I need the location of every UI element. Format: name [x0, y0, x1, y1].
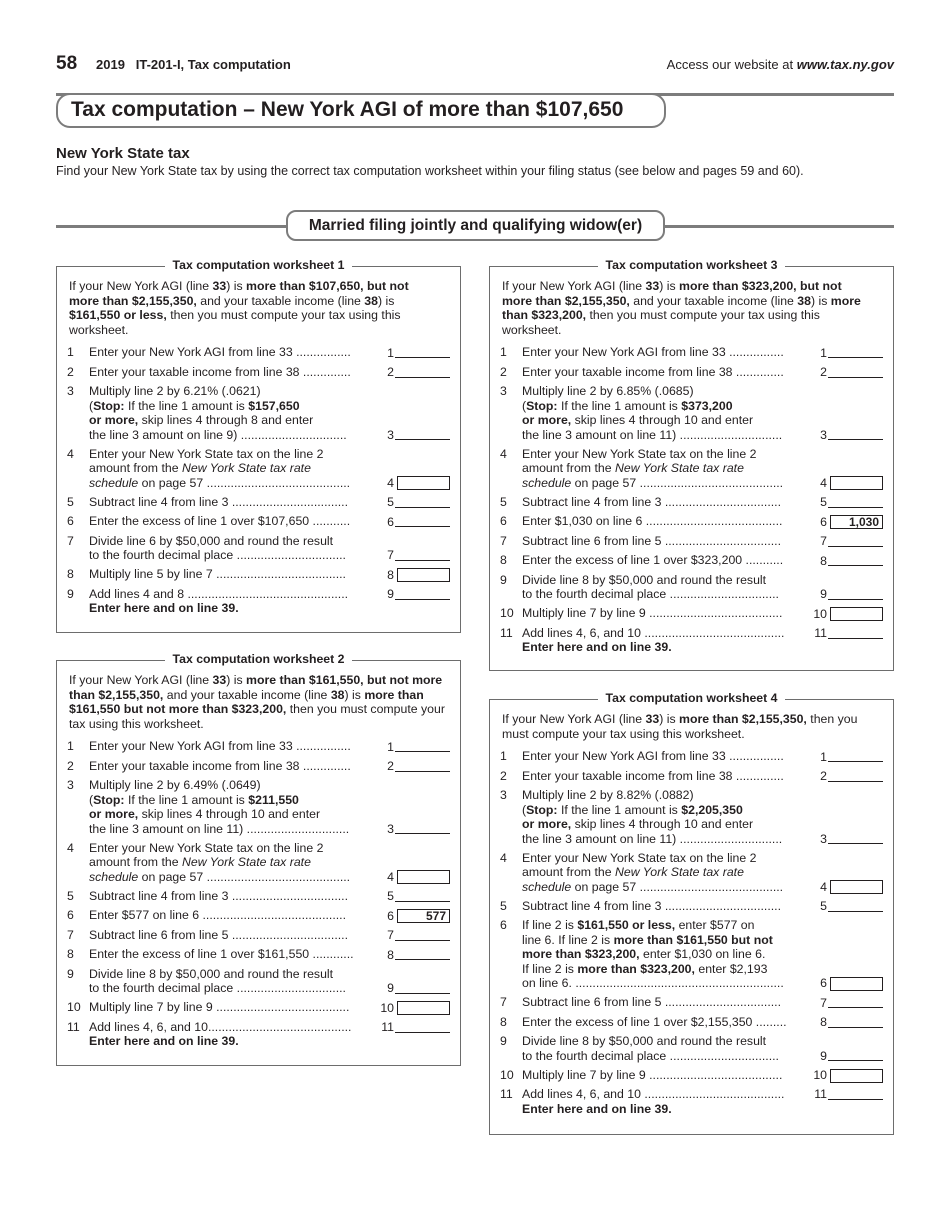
worksheet-line [490, 995, 893, 1010]
amount-box[interactable] [397, 476, 450, 490]
line-number: 2 [500, 768, 507, 783]
amount-box[interactable] [830, 476, 883, 490]
line-text: Divide line 8 by $50,000 and round the result to the fourth decimal place ................................ [522, 572, 779, 601]
line-number: 3 [67, 384, 74, 398]
worksheet-line [57, 928, 460, 943]
worksheet-2 [56, 652, 461, 1066]
worksheet-line [490, 1034, 893, 1063]
line-reference: 11 [814, 625, 827, 640]
worksheet-line [490, 788, 893, 846]
worksheet-line [490, 749, 893, 764]
worksheet-line [490, 534, 893, 549]
worksheet-line [490, 495, 893, 510]
line-text: Add lines 4, 6, and 10.......................................... Enter here and on line 39. [89, 1019, 352, 1048]
amount-blank[interactable] [395, 550, 450, 561]
line-text: Add lines 4, 6, and 10 ......................................... Enter here and on line 39. [522, 625, 785, 654]
line-reference: 2 [820, 365, 827, 379]
line-reference: 4 [820, 475, 827, 490]
amount-box[interactable] [830, 880, 883, 894]
line-reference: 10 [813, 1068, 827, 1082]
amount-blank[interactable] [828, 589, 883, 600]
line-text: Enter your New York State tax on the line 2 amount from the New York State tax rate schedule on page 57 .......................................... [89, 446, 351, 490]
line-number: 8 [500, 1014, 507, 1029]
line-number: 7 [500, 533, 507, 548]
worksheet-line [490, 345, 893, 360]
worksheet-line [57, 739, 460, 754]
amount-box[interactable]: 1,030 [830, 515, 883, 529]
amount-blank[interactable] [395, 497, 450, 508]
line-number: 1 [67, 739, 74, 753]
worksheet-line [57, 384, 460, 442]
line-reference: 7 [387, 928, 394, 942]
line-number: 2 [67, 364, 74, 379]
amount-blank[interactable] [828, 555, 883, 566]
line-text: Enter your New York AGI from line 33 ................ [89, 345, 351, 359]
line-reference: 2 [387, 365, 394, 379]
worksheet-line [57, 495, 460, 510]
amount-blank[interactable] [395, 761, 450, 772]
page-title: Tax computation – New York AGI of more than $107,650 [56, 93, 666, 128]
worksheet-line [490, 1015, 893, 1030]
line-reference: 7 [820, 534, 827, 548]
line-text: Enter your New York State tax on the line 2 amount from the New York State tax rate schedule on page 57 .......................................... [89, 840, 351, 884]
worksheet-line [57, 889, 460, 904]
line-text: Divide line 8 by $50,000 and round the result to the fourth decimal place ................................ [89, 966, 346, 995]
line-reference: 6 [820, 976, 827, 990]
worksheet-line [57, 1020, 460, 1049]
line-reference: 9 [820, 1048, 827, 1063]
line-text: Enter your New York State tax on the line 2 amount from the New York State tax rate schedule on page 57 .......................................... [522, 850, 784, 894]
line-number: 7 [67, 927, 74, 942]
worksheet-2-intro: If your New York AGI (line 33) is more than $161,550, but not more than $2,155,350, and your taxable income (line 38) is more than $161,550 but not more than $323,200, then you must compute your tax using this worksheet. [69, 673, 445, 731]
amount-blank[interactable] [828, 771, 883, 782]
line-reference: 3 [387, 427, 394, 442]
line-reference: 4 [820, 879, 827, 894]
line-reference: 6 [387, 514, 394, 529]
worksheet-line [57, 947, 460, 962]
website-link[interactable]: www.tax.ny.gov [796, 57, 894, 72]
line-reference: 6 [820, 514, 827, 529]
line-text: Subtract line 6 from line 5 .................................. [522, 995, 782, 1009]
line-text: Enter the excess of line 1 over $107,650 ........... [89, 514, 351, 528]
line-number: 8 [67, 947, 74, 961]
line-reference: 10 [380, 1000, 394, 1015]
worksheet-4-title: Tax computation worksheet 4 [598, 691, 786, 705]
line-reference: 3 [820, 427, 827, 442]
line-number: 4 [67, 446, 74, 461]
amount-blank[interactable] [395, 347, 450, 358]
line-number: 1 [500, 749, 507, 763]
line-text: Subtract line 4 from line 3 .................................. [522, 898, 782, 913]
worksheet-line [57, 778, 460, 836]
line-text: Enter your taxable income from line 38 .............. [522, 364, 784, 379]
worksheet-2-lines [57, 739, 460, 1049]
filing-status-label: Married filing jointly and qualifying widow(er) [286, 210, 665, 241]
line-reference: 10 [813, 606, 827, 621]
amount-blank[interactable] [395, 516, 450, 527]
amount-box[interactable]: 577 [397, 909, 450, 923]
line-text: Add lines 4, 6, and 10 ......................................... Enter here and on line 39. [522, 1087, 785, 1116]
line-text: Subtract line 4 from line 3 .................................. [89, 888, 349, 903]
line-number: 7 [67, 533, 74, 548]
worksheet-line [490, 384, 893, 442]
amount-blank[interactable] [395, 823, 450, 834]
worksheet-line [490, 1087, 893, 1116]
amount-blank[interactable] [828, 1017, 883, 1028]
amount-blank[interactable] [395, 741, 450, 752]
line-reference: 1 [387, 739, 394, 754]
amount-blank[interactable] [395, 891, 450, 902]
worksheet-4 [489, 691, 894, 1135]
amount-box[interactable] [397, 870, 450, 884]
line-text: Multiply line 2 by 6.85% (.0685) (Stop: If the line 1 amount is $373,200 or more, skip lines 4 through 10 and enter the line 3 amount on line 11) .............................. [522, 384, 783, 442]
line-text: Multiply line 5 by line 7 ...................................... [89, 567, 346, 581]
line-reference: 7 [820, 995, 827, 1010]
line-number: 5 [67, 494, 74, 509]
amount-blank[interactable] [828, 901, 883, 912]
line-text: Enter your New York AGI from line 33 ................ [89, 739, 351, 753]
line-text: Divide line 8 by $50,000 and round the result to the fourth decimal place ................................ [522, 1034, 779, 1063]
worksheet-line [490, 626, 893, 655]
line-text: Enter $1,030 on line 6 ........................................ [522, 514, 783, 528]
worksheet-3-intro: If your New York AGI (line 33) is more than $323,200, but not more than $2,155,350, and your taxable income (line 38) is more than $323,200, then you must compute your tax using this worksheet. [502, 279, 861, 337]
line-number: 4 [500, 446, 507, 461]
line-text: Enter the excess of line 1 over $2,155,350 ......... [522, 1014, 787, 1029]
worksheet-line [57, 967, 460, 996]
worksheet-line [57, 534, 460, 563]
line-text: Multiply line 2 by 8.82% (.0882) (Stop: If the line 1 amount is $2,205,350 or more, skip lines 4 through 10 and enter the line 3 amount on line 11) .............................. [522, 788, 783, 846]
worksheet-1-intro: If your New York AGI (line 33) is more than $107,650, but not more than $2,155,350, and your taxable income (line 38) is $161,550 or less, then you must compute your tax using this worksheet. [69, 279, 409, 337]
line-number: 9 [500, 1034, 507, 1048]
line-number: 10 [500, 1067, 514, 1082]
worksheet-line [490, 514, 893, 529]
worksheet-line [490, 573, 893, 602]
line-text: Multiply line 7 by line 9 ....................................... [89, 1000, 350, 1014]
page-number: 58 [56, 53, 78, 74]
line-reference: 8 [387, 567, 394, 582]
line-number: 3 [500, 788, 507, 802]
worksheet-3-lines [490, 345, 893, 655]
worksheet-line [490, 553, 893, 568]
amount-blank[interactable] [828, 1089, 883, 1100]
line-reference: 5 [820, 899, 827, 913]
worksheet-line [57, 1000, 460, 1015]
amount-blank[interactable] [395, 1022, 450, 1033]
line-number: 4 [500, 850, 507, 865]
line-text: Enter the excess of line 1 over $161,550 ............ [89, 947, 354, 961]
line-text: Enter the excess of line 1 over $323,200 ........... [522, 553, 784, 567]
amount-box[interactable] [830, 977, 883, 991]
line-text: Multiply line 7 by line 9 ....................................... [522, 606, 783, 620]
worksheet-line [57, 345, 460, 360]
line-number: 11 [500, 625, 513, 640]
line-number: 3 [500, 384, 507, 398]
line-text: Divide line 6 by $50,000 and round the result to the fourth decimal place ................................ [89, 533, 346, 562]
line-text: Enter $577 on line 6 .......................................... [89, 908, 346, 922]
line-reference: 2 [820, 769, 827, 783]
worksheet-line [57, 365, 460, 380]
worksheet-1 [56, 258, 461, 633]
line-number: 6 [67, 514, 74, 528]
line-reference: 7 [387, 548, 394, 562]
amount-blank[interactable] [395, 367, 450, 378]
line-reference: 9 [387, 981, 394, 995]
amount-blank[interactable] [828, 497, 883, 508]
worksheet-4-lines [490, 749, 893, 1116]
line-reference: 1 [387, 345, 394, 360]
line-number: 6 [500, 514, 507, 528]
line-number: 7 [500, 995, 507, 1009]
amount-blank[interactable] [395, 983, 450, 994]
worksheet-line [490, 851, 893, 895]
line-reference: 1 [820, 345, 827, 360]
line-reference: 6 [387, 908, 394, 923]
amount-box[interactable] [830, 1069, 883, 1083]
worksheet-line [490, 447, 893, 491]
worksheet-line [490, 899, 893, 914]
line-number: 3 [67, 778, 74, 792]
worksheet-1-title: Tax computation worksheet 1 [165, 258, 353, 272]
line-number: 6 [67, 908, 74, 922]
line-reference: 4 [387, 475, 394, 490]
line-text: Enter your taxable income from line 38 .............. [522, 768, 784, 783]
amount-blank[interactable] [395, 589, 450, 600]
line-reference: 8 [820, 1015, 827, 1029]
amount-box[interactable] [397, 568, 450, 582]
line-reference: 5 [387, 495, 394, 509]
amount-blank[interactable] [828, 628, 883, 639]
line-number: 5 [67, 888, 74, 903]
line-number: 4 [67, 840, 74, 855]
line-reference: 11 [814, 1087, 827, 1101]
line-number: 5 [500, 898, 507, 913]
line-number: 5 [500, 494, 507, 509]
line-number: 10 [500, 606, 514, 620]
line-number: 9 [500, 572, 507, 587]
line-reference: 9 [387, 586, 394, 601]
worksheet-line [490, 769, 893, 784]
line-reference: 5 [387, 889, 394, 903]
line-text: Multiply line 2 by 6.49% (.0649) (Stop: If the line 1 amount is $211,550 or more, skip lines 4 through 10 and enter the line 3 amount on line 11) .............................. [89, 778, 350, 836]
line-number: 1 [67, 345, 74, 359]
worksheet-3 [489, 258, 894, 671]
line-reference: 11 [381, 1019, 394, 1034]
line-number: 6 [500, 918, 507, 932]
worksheet-line [57, 759, 460, 774]
line-text: Multiply line 7 by line 9 ....................................... [522, 1067, 783, 1082]
line-reference: 2 [387, 759, 394, 773]
line-number: 9 [67, 966, 74, 981]
line-text: Add lines 4 and 8 ............................................... Enter here and on line 39. [89, 586, 349, 615]
line-reference: 8 [820, 553, 827, 568]
line-text: Subtract line 4 from line 3 .................................. [522, 494, 782, 509]
line-text: Enter your taxable income from line 38 .............. [89, 758, 351, 773]
line-number: 11 [67, 1019, 80, 1034]
worksheet-line [57, 587, 460, 616]
section-intro: Find your New York State tax by using the correct tax computation worksheet within your filing status (see below and pages 59 and 60). [56, 164, 804, 178]
line-number: 2 [500, 364, 507, 379]
line-reference: 4 [387, 869, 394, 884]
website-line [667, 57, 894, 72]
amount-blank[interactable] [395, 930, 450, 941]
line-reference: 9 [820, 587, 827, 601]
amount-blank[interactable] [828, 751, 883, 762]
worksheet-line [57, 908, 460, 923]
line-reference: 8 [387, 947, 394, 962]
line-text: Subtract line 4 from line 3 .................................. [89, 494, 349, 509]
amount-blank[interactable] [395, 949, 450, 960]
line-reference: 3 [387, 821, 394, 836]
amount-box[interactable] [397, 1001, 450, 1015]
amount-box[interactable] [830, 607, 883, 621]
line-reference: 3 [820, 831, 827, 846]
worksheet-line [57, 514, 460, 529]
amount-blank[interactable] [828, 536, 883, 547]
section-heading: New York State tax [56, 145, 190, 162]
line-text: If line 2 is $161,550 or less, enter $577 on line 6. If line 2 is more than $161,550 but not more than $323,200, enter $1,030 on line 6. If line 2 is more than $323,200, enter $2,193 on line 6. ............................................................. [522, 918, 784, 990]
amount-blank[interactable] [828, 367, 883, 378]
worksheet-line [490, 606, 893, 621]
worksheet-line [57, 567, 460, 582]
worksheet-1-lines [57, 345, 460, 616]
line-number: 8 [500, 553, 507, 567]
line-text: Enter your New York AGI from line 33 ................ [522, 345, 784, 359]
amount-blank[interactable] [828, 347, 883, 358]
line-reference: 5 [820, 495, 827, 509]
line-reference: 1 [820, 749, 827, 764]
worksheet-2-title: Tax computation worksheet 2 [165, 652, 353, 666]
line-number: 9 [67, 586, 74, 601]
line-number: 2 [67, 758, 74, 773]
worksheet-line [490, 918, 893, 991]
line-text: Enter your taxable income from line 38 .............. [89, 364, 351, 379]
line-number: 8 [67, 567, 74, 581]
line-text: Subtract line 6 from line 5 .................................. [522, 533, 782, 548]
worksheet-line [57, 841, 460, 885]
amount-blank[interactable] [828, 833, 883, 844]
worksheet-4-intro: If your New York AGI (line 33) is more than $2,155,350, then you must compute your tax using this worksheet. [502, 712, 858, 741]
amount-blank[interactable] [828, 997, 883, 1008]
amount-blank[interactable] [828, 1050, 883, 1061]
website-prefix: Access our website at [666, 57, 797, 72]
worksheet-line [490, 365, 893, 380]
line-text: Enter your New York State tax on the line 2 amount from the New York State tax rate schedule on page 57 .......................................... [522, 446, 784, 490]
worksheet-line [490, 1068, 893, 1083]
line-number: 11 [500, 1087, 513, 1101]
amount-blank[interactable] [395, 429, 450, 440]
line-number: 1 [500, 345, 507, 359]
form-label: 2019 IT-201-I, Tax computation [96, 57, 291, 72]
line-text: Multiply line 2 by 6.21% (.0621) (Stop: If the line 1 amount is $157,650 or more, skip lines 4 through 8 and enter the line 3 amount on line 9) ............................... [89, 384, 347, 442]
worksheet-3-title: Tax computation worksheet 3 [598, 258, 786, 272]
amount-blank[interactable] [828, 429, 883, 440]
line-text: Subtract line 6 from line 5 .................................. [89, 927, 349, 942]
line-number: 10 [67, 1000, 81, 1014]
worksheet-line [57, 447, 460, 491]
line-text: Enter your New York AGI from line 33 ................ [522, 749, 784, 763]
